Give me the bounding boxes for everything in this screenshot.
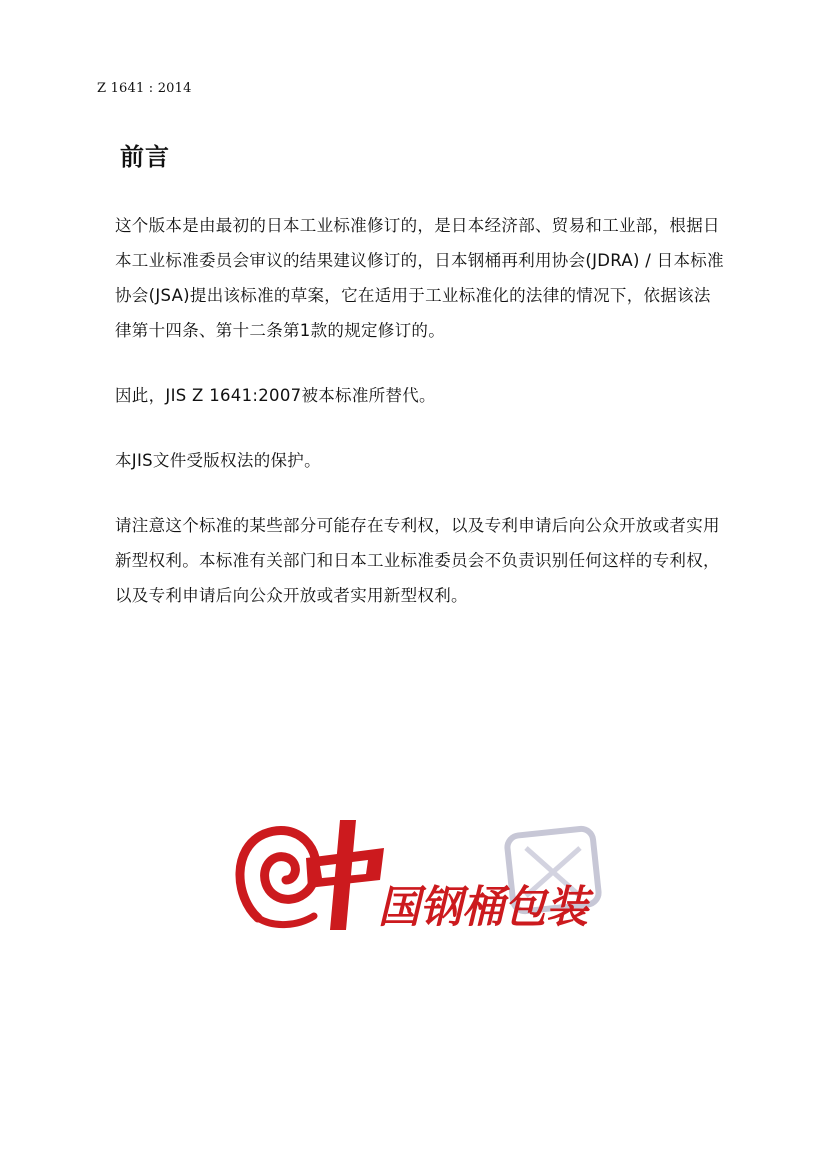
- paragraph-revision: 这个版本是由最初的日本工业标准修订的，是日本经济部、贸易和工业部，根据日本工业标准委员会审议的结果建议修订的，日本钢桶再利用协会(JDRA) / 日本标准协会(JSA)提出该标准的草案，它在适用于工业标准化的法律的情况下，依据该法律第十四条、第十二条第1款的规定修订的。: [115, 216, 724, 340]
- china-steel-drum-logo: [228, 818, 608, 936]
- logo-lettering: [378, 882, 595, 933]
- zhong-mark-icon: [306, 820, 384, 930]
- paragraph-copyright: 本JIS文件受版权法的保护。: [115, 451, 321, 470]
- logo-lettering-text: 国钢桶包装: [378, 882, 595, 933]
- body-text: [115, 208, 725, 643]
- swirl-icon: [240, 830, 316, 924]
- paragraph-patent: 请注意这个标准的某些部分可能存在专利权，以及专利申请后向公众开放或者实用新型权利。本标准有关部门和日本工业标准委员会不负责识别任何这样的专利权，以及专利申请后向公众开放或者实用新型权利。: [115, 516, 720, 605]
- standard-number: Z 1641 : 2014: [97, 81, 192, 96]
- paragraph-replacement: 因此，JIS Z 1641:2007被本标准所替代。: [115, 386, 436, 405]
- page-title: 前言: [120, 143, 170, 171]
